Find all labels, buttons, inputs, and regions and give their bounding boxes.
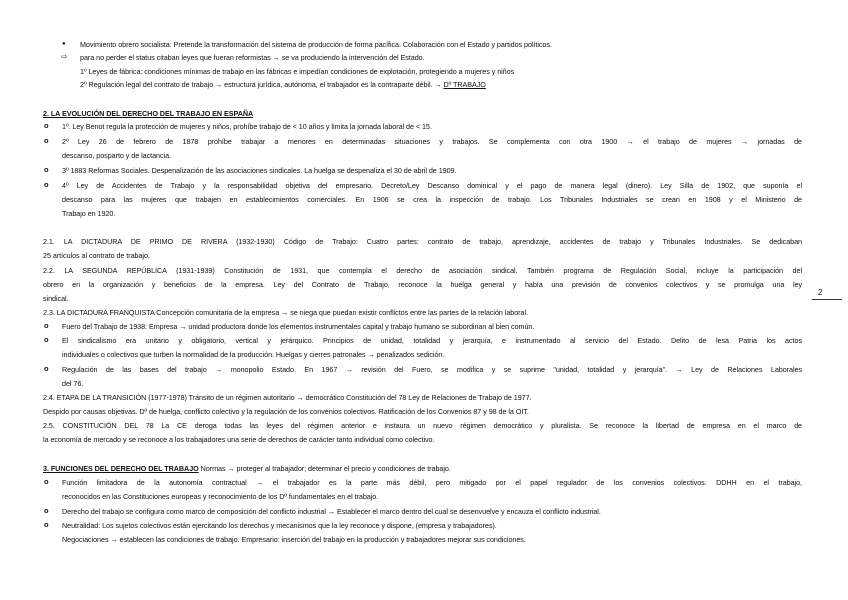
text-line: 2.5. CONSTITUCIÓN DEL 78 La CE deroga todas las leyes del régimen anterior e instaura un nuevo régimen democrático y pluralista. Se reconoce la libertad de empresa en el marco de [43, 421, 802, 430]
text-line: Trabajo en 1920. [62, 209, 116, 218]
bullet-hollow: o [44, 364, 49, 373]
text-span: 2º Regulación legal del contrato de trabajo → estructura jurídica, autónoma, el trabajador es la contraparte débil. → [80, 80, 442, 89]
text-line: Fuero del Trabajo de 1938: Empresa → unidad productora donde los elementos instrumentales capital y trabajo humano se subordinan al bien común. [62, 322, 535, 331]
underlined-term: Dº TRABAJO [443, 80, 486, 89]
text-line: Función limitadora de la autonomía contractual → el trabajador es la parte más débil, pero mitigado por el papel regulador de los convenios colectivos. DDHH en el trabajo, [62, 478, 802, 487]
bullet-hollow: o [44, 335, 49, 344]
page-number: 2 [818, 288, 823, 297]
text-line: descanso para las mujeres que trabajen en establecimientos comerciales. En 1906 se crea la inspección de trabajo. Los Tribunales Industriales se crean en 1908 y el Ministerio de [62, 195, 802, 204]
bullet-filled: ● [62, 41, 66, 47]
text-line: obrero en la organización y beneficios de la empresa. Ley del Contrato de Trabajo, reconoce la huelga general y había una previsión de convenios colectivos y se promulga una ley [43, 280, 802, 289]
section-heading: 2. LA EVOLUCIÓN DEL DERECHO DEL TRABAJO EN ESPAÑA [43, 109, 254, 118]
bullet-hollow: o [44, 136, 49, 145]
text-line: individuales o colectivos que turben la normalidad de la producción. Huelgas y cierres patronales → penalizados sedición. [62, 350, 445, 359]
text-line: 1º Leyes de fábrica: condiciones mínimas de trabajo en las fábricas e impedían condiciones de explotación, protegiendo a mujeres y niños [80, 67, 515, 76]
bullet-hollow: o [44, 165, 49, 174]
text-line: 4º Ley de Accidentes de Trabajo y la responsabilidad objetiva del empresario. Decreto/Ley Descanso dominical y el pago de manera legal (dinero). Ley Silla de 1902, que suponía el [62, 181, 802, 190]
text-line: Negociaciones → establecen las condiciones de trabajo. Empresario: inserción del trabajo en la producción y trabajadores mejorar sus condiciones. [62, 535, 526, 544]
text-line: Despido por causas objetivas. Dº de huelga, conflicto colectivo y la regulación de los convenios colectivos. Ratificación de los Convenios 87 y 98 de la OIT. [43, 407, 529, 416]
bullet-hollow: o [44, 506, 49, 515]
text-line: 2º Ley 26 de febrero de 1878 prohíbe trabajar a menores en determinadas situaciones y trabajos. Se complementa con otra 1900 → el trabajo de mujeres → jornadas de [62, 137, 802, 146]
arrow-bullet-icon: ⇨ [61, 52, 68, 61]
text-line: Neutralidad: Los sujetos colectivos están ejercitando los derechos y mecanismos que la ley reconoce y dispone, (empresa y trabajadores). [62, 521, 497, 530]
text-line: 3º 1883 Reformas Sociales. Despenalización de las asociaciones sindicales. La huelga se despenaliza el 30 de abril de 1909. [62, 166, 457, 175]
bullet-hollow: o [44, 121, 49, 130]
text-line: sindical. [43, 294, 69, 303]
text-line: 2.4. ETAPA DE LA TRANSICIÓN (1977-1978) Tránsito de un régimen autoritario → democrático Constitución del 78 Ley de Relaciones de Trabajo de 1977. [43, 393, 532, 402]
text-line [43, 464, 451, 473]
bullet-hollow: o [44, 520, 49, 529]
text-line: 1º. Ley Benot regula la protección de mujeres y niños, prohíbe trabajo de < 10 años y limita la jornada laboral de < 15. [62, 122, 432, 131]
text-line: Derecho del trabajo se configura como marco de composición del conflicto industrial → Establecer el marco dentro del cual se desenvuelve y encauza el conflicto industrial. [62, 507, 601, 516]
text-line: El sindicalismo era unitario y obligatorio, vertical y jerárquico. Principios de unidad, totalidad y jerarquía, e instrumentado al servicio del Estado. Delito de lesa Patria los actos [62, 336, 802, 345]
text-line: del 76. [62, 379, 84, 388]
text-line: 2.3. LA DICTADURA FRANQUISTA Concepción comunitaria de la empresa → se niega que puedan existir conflictos entre las partes de la relación laboral. [43, 308, 528, 317]
text-line: para no perder el status citaban leyes que fueran reformistas → se va produciendo la intervención del Estado. [80, 53, 425, 62]
bullet-hollow: o [44, 477, 49, 486]
text-line: 2.1. LA DICTADURA DE PRIMO DE RIVERA (1932-1930) Código de Trabajo: Cuatro partes: contrato de trabajo, aprendizaje, accidentes de trabajo y Tribunales Industriales. Se dedicaban [43, 237, 802, 246]
bullet-hollow: o [44, 321, 49, 330]
text-line: 2.2. LA SEGUNDA REPÚBLICA (1931-1939) Constitución de 1931, que contempla el derecho de asociación sindical. También programa de Regulación Social, incluye la participación del [43, 266, 802, 275]
text-line: descanso, posparto y de lactancia. [62, 151, 171, 160]
text-span: Normas → proteger al trabajador; determinar el precio y condiciones de trabajo. [200, 464, 451, 473]
page-number-rule [812, 299, 842, 300]
text-line: reconocidos en las Constituciones europeas y reconocimiento de los Dº fundamentales en el trabajo. [62, 492, 379, 501]
section-heading: 3. FUNCIONES DEL DERECHO DEL TRABAJO [43, 464, 199, 473]
text-line: la economía de mercado y se reconoce a los trabajadores una serie de derechos de carácter tanto individual como colectivo. [43, 435, 435, 444]
text-line: 25 artículos al contrato de trabajo. [43, 251, 150, 260]
bullet-hollow: o [44, 180, 49, 189]
text-line: Regulación de las bases del trabajo → monopolio Estado. En 1967 → revisión del Fuero, se modifica y se suprime "unidad, totalidad y jerarquía". → Ley de Relaciones Laborales [62, 365, 802, 374]
text-line [80, 80, 486, 89]
text-line: Movimiento obrero socialista: Pretende la transformación del sistema de producción de forma pacífica. Colaboración con el Estado y partidos políticos. [80, 40, 552, 49]
